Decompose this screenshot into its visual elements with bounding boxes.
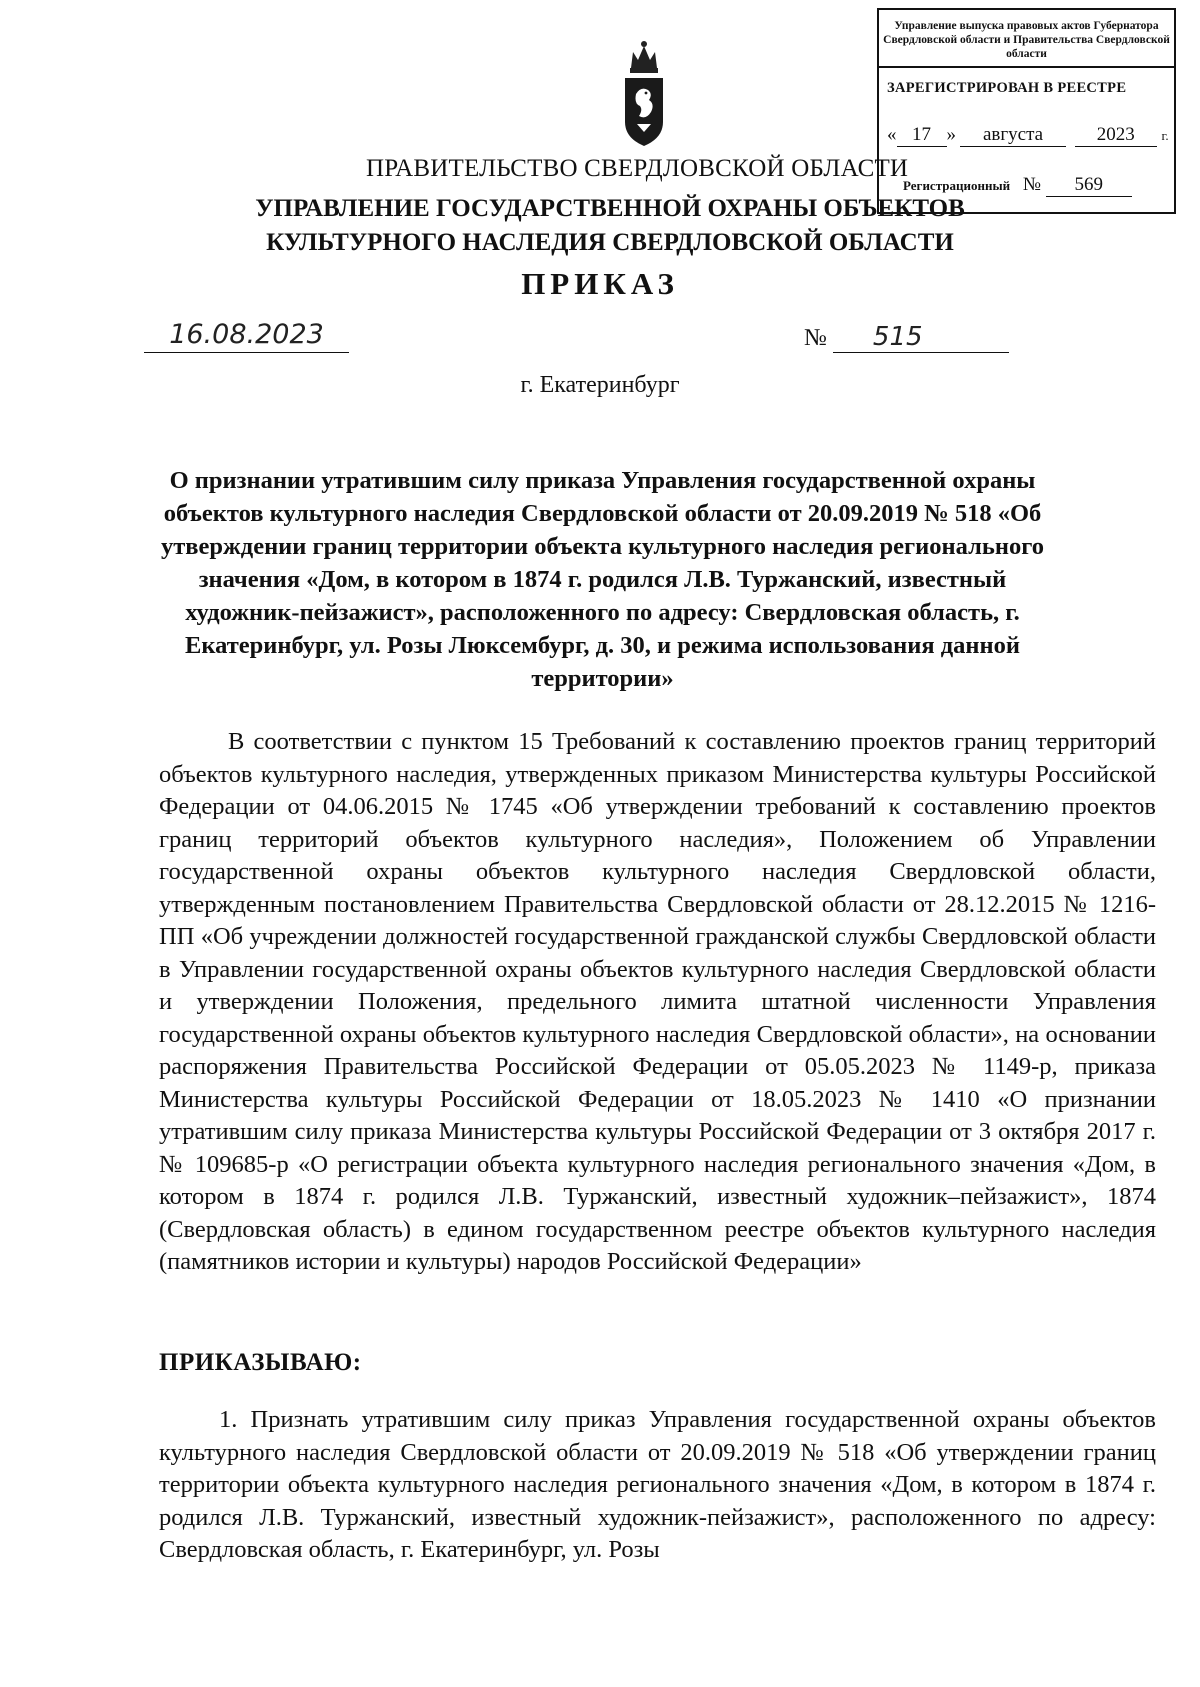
document-type: ПРИКАЗ [521,266,679,301]
stamp-number: Регистрационный № 569 [903,174,1132,197]
stamp-title: ЗАРЕГИСТРИРОВАН В РЕЕСТРЕ [887,80,1127,96]
stamp-header: Управление выпуска правовых актов Губернатора Свердловской области и Правительства Свердловской области [879,10,1174,68]
stamp-date: « 17 » августа 2023 г. [887,124,1169,145]
order-word: ПРИКАЗЫВАЮ: [159,1349,362,1376]
registration-stamp [877,8,1176,214]
order-point-1-text: 1. Признать утратившим силу приказ Управления государственной охраны объектов культурного наследия Свердловской области от 20.09.2019 № 518 «Об утверждении границ территории объекта культурного наследия регионального значения «Дом, в котором в 1874 г. родился Л.В. Туржанский, известный художник-пейзажист», расположенного по адресу: Свердловская область, г. Екатеринбург, ул. Розы [159,1406,1156,1563]
stamp-month: августа [960,124,1066,147]
order-point-1 [159,1404,1156,1567]
handwritten-number: 515 [833,322,1009,353]
preamble-paragraph: В соответствии с пунктом 15 Требований к составлению проектов границ территорий объектов культурного наследия, утвержденных приказом Министерства культуры Российской Федерации от 04.06.2015 № 1745 «Об утверждении требований к составлению проектов границ территорий объектов культурного наследия», Положением об Управлении государственной охраны объектов культурного наследия Свердловской области, утвержденным постановлением Правительства Свердловской области от 28.12.2015 № 1216-ПП «Об учреждении должностей государственной гражданской службы Свердловской области в Управлении государственной охраны объектов культурного наследия Свердловской области и утверждении Положения, предельного лимита штатной численности Управления государственной охраны объектов культурного наследия Свердловской области», на основании распоряжения Правительства Российской Федерации от 05.05.2023 № 1149-р, приказа Министерства культуры Российской Федерации от 18.05.2023 № 1410 «О признании утратившим силу приказа Министерства культуры Российской Федерации от 3 октября 2017 г. № 109685-р «О регистрации объекта культурного наследия регионального значения «Дом, в котором в 1874 г. родился Л.В. Туржанский, известный художник–пейзажист», 1874 (Свердловская область) в едином государственном реестре объектов культурного наследия (памятников истории и культуры) народов Российской Федерации» [159,728,1156,1275]
handwritten-date: 16.08.2023 [144,318,349,353]
government-name: ПРАВИТЕЛЬСТВО СВЕРДЛОВСКОЙ ОБЛАСТИ [366,155,909,182]
stamp-day: 17 [897,124,947,147]
sverdlovsk-coat-of-arms-icon [621,38,667,150]
document-title: О признании утратившим силу приказа Управления государственной охраны объектов культурного наследия Свердловской области от 20.09.2019 № 518 «Об утверждении границ территории объекта культурного наследия регионального значения «Дом, в котором в 1874 г. родился Л.В. Туржанский, известный художник-пейзажист», расположенного по адресу: Свердловская область, г. Екатеринбург, ул. Розы Люксембург, д. 30, и режима использования данной территории» [161,467,1044,692]
city: г. Екатеринбург [520,372,680,398]
agency-name: УПРАВЛЕНИЕ ГОСУДАРСТВЕННОЙ ОХРАНЫ ОБЪЕКТОВ КУЛЬТУРНОГО НАСЛЕДИЯ СВЕРДЛОВСКОЙ ОБЛАСТИ [255,195,965,256]
preamble [159,726,1156,1279]
order-number: № 515 [804,322,1009,353]
stamp-year: 2023 [1075,124,1157,147]
stamp-reg-number: 569 [1046,174,1132,197]
